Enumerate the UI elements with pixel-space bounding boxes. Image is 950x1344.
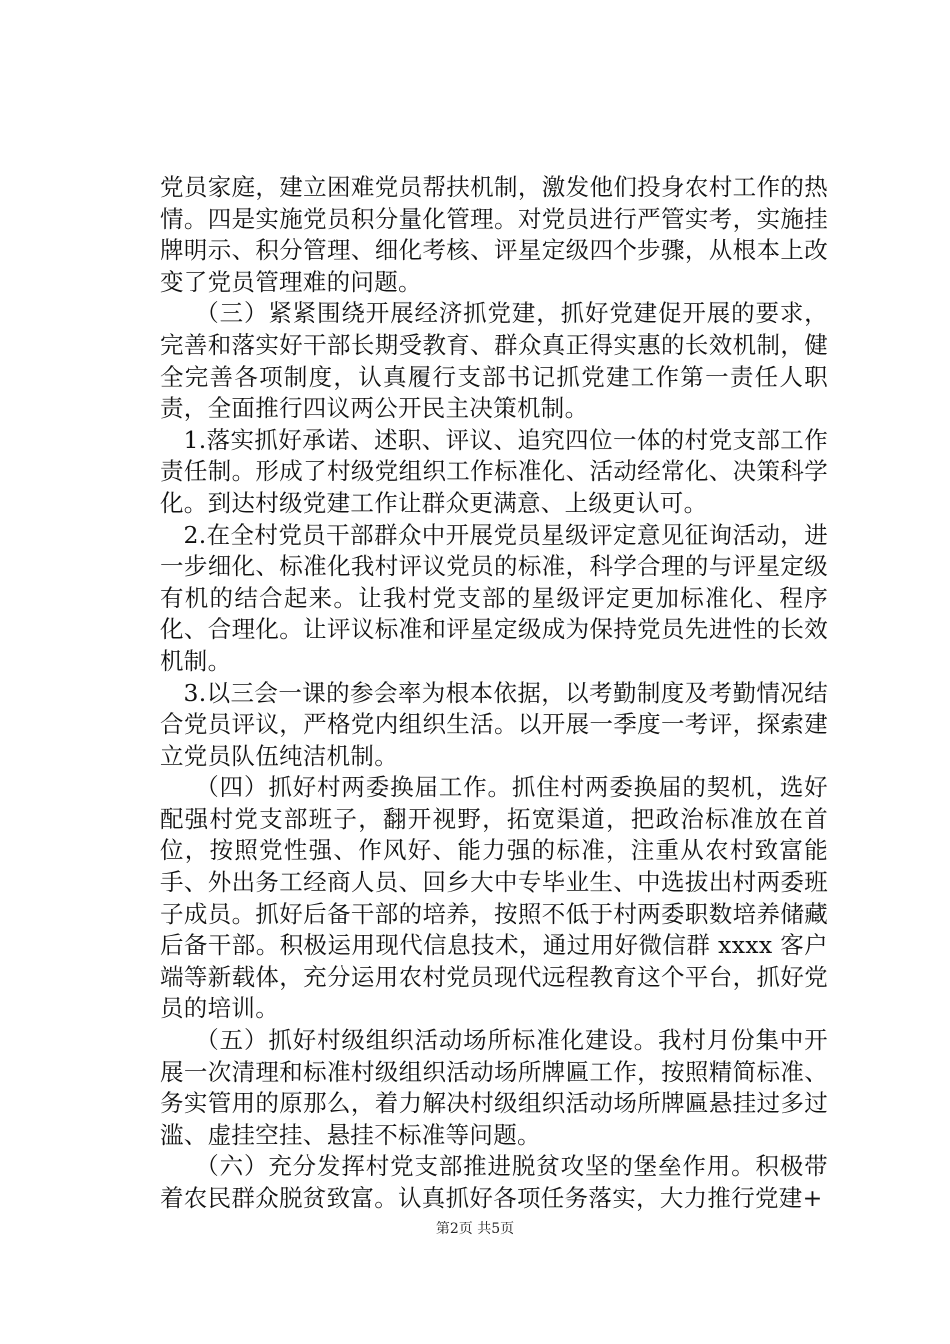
paragraph-section-three: （三）紧紧围绕开展经济抓党建，抓好党建促开展的要求，完善和落实好干部长期受教育、群众真正得实惠的长效机制，健全完善各项制度，认真履行支部书记抓党建工作第一责任人职责，全面推行四议两公开民主决策机制。 — [160, 299, 828, 423]
paragraph-section-five: （五）抓好村级组织活动场所标准化建设。我村月份集中开展一次清理和标准村级组织活动场所牌匾工作，按照精简标准、务实管用的原那么，着力解决村级组织活动场所牌匾悬挂过多过滥、虚挂空挂、悬挂不标准等问题。 — [160, 1026, 828, 1149]
paragraph-section-four: （四）抓好村两委换届工作。抓住村两委换届的契机，选好配强村党支部班子，翻开视野，拓宽渠道，把政治标准放在首位，按照党性强、作风好、能力强的标准，注重从农村致富能手、外出务工经商人员、回乡大中专毕业生、中选拔出村两委班子成员。抓好后备干部的培养，按照不低于村两委职数培养储藏后备干部。积极运用现代信息技术，通过用好微信群 xxxx 客户端等新载体，充分运用农村党员现代远程教育这个平台，抓好党员的培训。 — [160, 773, 828, 1023]
page-number-footer: 第2页 共5页 — [435, 1221, 515, 1237]
paragraph-continuation: 党员家庭，建立困难党员帮扶机制，激发他们投身农村工作的热情。四是实施党员积分量化管理。对党员进行严管实考，实施挂牌明示、积分管理、细化考核、评星定级四个步骤，从根本上改变了党员管理难的问题。 — [160, 173, 828, 296]
paragraph-item-2: 2.在全村党员干部群众中开展党员星级评定意见征询活动，进一步细化、标准化我村评议党员的标准，科学合理的与评星定级有机的结合起来。让我村党支部的星级评定更加标准化、程序化、合理化。让评议标准和评星定级成为保持党员先进性的长效机制。 — [160, 520, 828, 675]
document-body — [160, 172, 828, 1215]
paragraph-item-3: 3.以三会一课的参会率为根本依据，以考勤制度及考勤情况结合党员评议，严格党内组织生活。以开展一季度一考评，探索建立党员队伍纯洁机制。 — [160, 678, 828, 770]
paragraph-section-six: （六）充分发挥村党支部推进脱贫攻坚的堡垒作用。积极带着农民群众脱贫致富。认真抓好各项任务落实，大力推行党建+ — [160, 1152, 828, 1212]
paragraph-item-1: 1.落实抓好承诺、述职、评议、追究四位一体的村党支部工作责任制。形成了村级党组织工作标准化、活动经常化、决策科学化。到达村级党建工作让群众更满意、上级更认可。 — [160, 425, 828, 517]
